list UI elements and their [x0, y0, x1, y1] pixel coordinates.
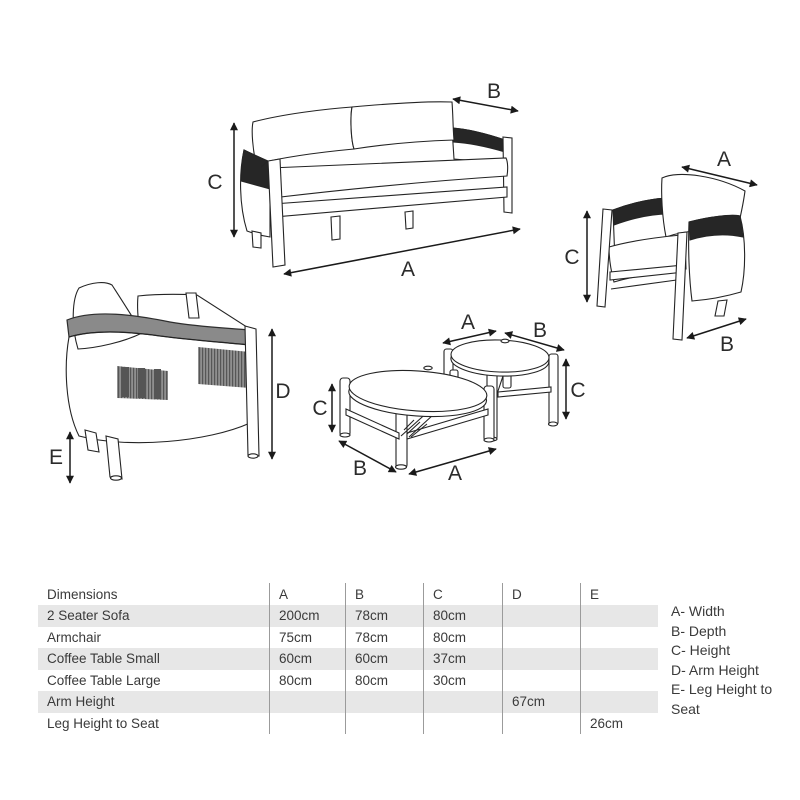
cell-e	[580, 648, 658, 670]
row-label: Coffee Table Small	[47, 651, 160, 667]
table-small-height-label: C	[570, 379, 586, 402]
table-large-width-label: A	[447, 462, 463, 485]
cell-b: 60cm	[345, 648, 423, 670]
header-d: D	[502, 583, 580, 605]
row-label: Armchair	[47, 629, 102, 645]
table-small-depth-label: B	[532, 319, 548, 342]
cell-c	[423, 713, 502, 735]
cell-c: 30cm	[423, 670, 502, 692]
cell-d	[502, 648, 580, 670]
dimension-legend	[671, 602, 783, 719]
cell-e	[580, 627, 658, 649]
table-row-armchair	[38, 627, 658, 649]
cell-b: 80cm	[345, 670, 423, 692]
row-label: Leg Height to Seat	[47, 715, 159, 731]
header-e: E	[580, 583, 658, 605]
cell-d	[502, 713, 580, 735]
sofa-drawing	[207, 80, 520, 281]
cell-a	[269, 691, 345, 713]
cell-c	[423, 691, 502, 713]
sofa-height-label: C	[207, 171, 223, 194]
table-large-depth-arrow	[339, 441, 396, 472]
legend-leg-height: E- Leg Height to Seat	[671, 681, 773, 717]
header-c: C	[423, 583, 502, 605]
table-row-coffee-table-small	[38, 648, 658, 670]
cell-b: 78cm	[345, 627, 423, 649]
armchair-height-label: C	[564, 246, 580, 269]
table-small-width-label: A	[460, 311, 476, 334]
cell-e	[580, 670, 658, 692]
table-row-coffee-table-large	[38, 670, 658, 692]
dimensions-table	[38, 583, 658, 734]
header-dimensions: Dimensions	[47, 586, 118, 602]
row-label: Arm Height	[47, 694, 115, 710]
legend-height: C- Height	[671, 642, 731, 658]
armchair-drawing	[564, 148, 757, 356]
cell-a: 200cm	[269, 605, 345, 627]
armchair-depth-arrow	[687, 319, 746, 338]
cell-a: 80cm	[269, 670, 345, 692]
cell-d	[502, 670, 580, 692]
cell-d	[502, 605, 580, 627]
armchair-leg-height-label: E	[48, 446, 64, 469]
cell-c: 37cm	[423, 648, 502, 670]
cell-b: 78cm	[345, 605, 423, 627]
cell-c: 80cm	[423, 627, 502, 649]
cell-a: 60cm	[269, 648, 345, 670]
table-header-row	[38, 583, 658, 605]
coffee-tables-drawing	[312, 311, 585, 485]
cell-a: 75cm	[269, 627, 345, 649]
table-row-sofa	[38, 605, 658, 627]
armchair-back-drawing	[49, 283, 291, 483]
cell-d: 67cm	[502, 691, 580, 713]
sofa-width-label: A	[400, 258, 416, 281]
header-a: A	[269, 583, 345, 605]
cell-d	[502, 627, 580, 649]
row-label: 2 Seater Sofa	[47, 608, 130, 624]
cell-e	[580, 605, 658, 627]
cell-b	[345, 713, 423, 735]
cell-e: 26cm	[580, 713, 658, 735]
armchair-depth-label: B	[719, 333, 735, 356]
legend-depth: B- Depth	[671, 622, 727, 639]
legend-width: A- Width	[671, 603, 725, 619]
sofa-depth-arrow	[453, 99, 518, 111]
table-large-depth-label: B	[352, 457, 368, 480]
cell-a	[269, 713, 345, 735]
table-row-arm-height	[38, 691, 658, 713]
armchair-width-label: A	[716, 148, 732, 171]
table-row-leg-height	[38, 713, 658, 735]
header-b: B	[345, 583, 423, 605]
legend-arm-height: D- Arm Height	[671, 661, 759, 678]
cell-b	[345, 691, 423, 713]
row-label: Coffee Table Large	[47, 672, 161, 688]
sofa-depth-label: B	[486, 80, 502, 103]
armchair-arm-height-label: D	[275, 380, 291, 403]
cell-c: 80cm	[423, 605, 502, 627]
cell-e	[580, 691, 658, 713]
table-large-height-label: C	[312, 397, 328, 420]
